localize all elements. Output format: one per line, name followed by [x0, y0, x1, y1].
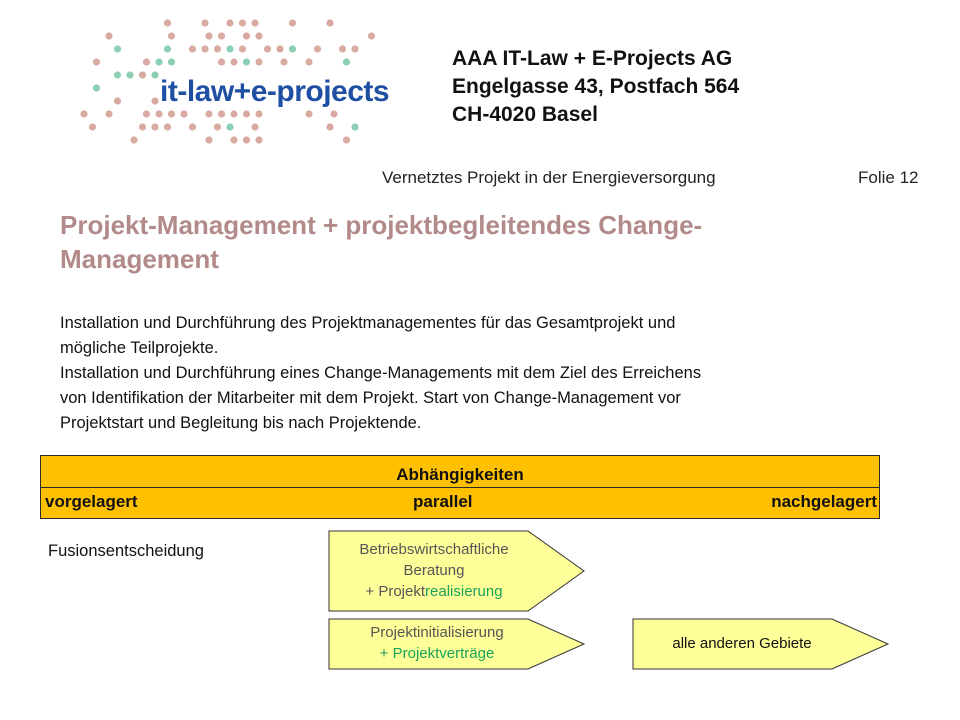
logo-dot	[230, 58, 237, 65]
logo-dot	[230, 110, 237, 117]
logo-dot	[189, 123, 196, 130]
arrow-projektinitialisierung-line1: Projektinitialisierung	[370, 624, 504, 641]
logo-dot	[226, 45, 233, 52]
logo-text: it-law+e-projects	[160, 75, 390, 108]
logo-dot	[151, 123, 158, 130]
logo-dot	[214, 123, 221, 130]
logo-dot	[343, 58, 350, 65]
body-line: von Identifikation der Mitarbeiter mit dem Projekt. Start von Change-Management vor	[60, 389, 681, 407]
logo-dot	[80, 110, 87, 117]
logo-dot	[255, 32, 262, 39]
logo-dot	[239, 45, 246, 52]
logo-dot	[114, 45, 121, 52]
logo-dot	[189, 45, 196, 52]
logo-dot	[201, 19, 208, 26]
body-line: Installation und Durchführung des Projektmanagementes für das Gesamtprojekt und	[60, 314, 676, 332]
logo-dot	[164, 123, 171, 130]
logo-dot	[155, 58, 162, 65]
logo-dot	[180, 110, 187, 117]
arrow-beratung-line1: Betriebswirtschaftliche	[359, 541, 509, 558]
logo-dot	[330, 110, 337, 117]
logo-dot	[339, 45, 346, 52]
logo-dot	[105, 110, 112, 117]
logo-dot	[280, 58, 287, 65]
bar-label-vorgelagert: vorgelagert	[45, 492, 138, 511]
logo-dot	[218, 58, 225, 65]
logo-dot	[205, 32, 212, 39]
logo-dot	[205, 136, 212, 143]
arrow-beratung-line2: Beratung	[403, 562, 465, 579]
logo-dot	[105, 32, 112, 39]
logo-dot	[89, 123, 96, 130]
logo-dot	[143, 110, 150, 117]
logo-dot	[226, 123, 233, 130]
logo-dot	[255, 110, 262, 117]
body-line: Installation und Durchführung eines Change-Managements mit dem Ziel des Erreichens	[60, 364, 702, 382]
logo-dot	[143, 58, 150, 65]
logo-dot	[218, 110, 225, 117]
logo-dot	[93, 58, 100, 65]
logo-dot	[251, 123, 258, 130]
logo-dot	[276, 45, 283, 52]
slide-subtitle: Vernetztes Projekt in der Energieversorgung	[382, 168, 716, 187]
body-line: Projektstart und Begleitung bis nach Projektende.	[60, 414, 422, 432]
slide-number: Folie 12	[858, 168, 919, 187]
company-address	[452, 45, 739, 129]
dependency-bar	[40, 455, 880, 519]
logo-dot	[326, 123, 333, 130]
logo-dot	[168, 58, 175, 65]
logo-dot	[205, 110, 212, 117]
logo-dot	[151, 71, 158, 78]
logo-dot	[305, 58, 312, 65]
logo-dot	[155, 110, 162, 117]
logo-dot	[126, 71, 133, 78]
logo-dot	[243, 110, 250, 117]
arrow-projektinitialisierung-line2: + Projektverträge	[379, 645, 495, 662]
logo-dot	[226, 19, 233, 26]
logo-dot	[230, 136, 237, 143]
fusion-label: Fusionsentscheidung	[48, 542, 204, 560]
logo-dot	[264, 45, 271, 52]
arrow-beratung	[328, 530, 586, 612]
slide-body	[60, 311, 910, 436]
arrow-andere-gebiete-text: alle anderen Gebiete	[672, 635, 812, 652]
logo-dot	[93, 84, 100, 91]
logo-dot	[243, 32, 250, 39]
logo-dot	[251, 19, 258, 26]
logo-dot	[289, 19, 296, 26]
slide-title-line1: Projekt-Management + projektbegleitendes Change-	[60, 210, 703, 240]
logo-dot	[243, 136, 250, 143]
company-street: Engelgasse 43, Postfach 564	[452, 75, 740, 98]
bar-divider	[41, 487, 879, 488]
logo-dot	[139, 71, 146, 78]
slide-title	[60, 208, 860, 276]
logo-dot	[289, 45, 296, 52]
logo-dot	[218, 32, 225, 39]
logo-dot	[168, 32, 175, 39]
logo-dot	[201, 45, 208, 52]
logo-dot	[351, 123, 358, 130]
company-city: CH-4020 Basel	[452, 103, 598, 126]
logo-dot	[114, 71, 121, 78]
logo-dot	[314, 45, 321, 52]
arrow-andere-gebiete	[632, 618, 890, 670]
slide-title-line2: Management	[60, 244, 219, 274]
company-name: AAA IT-Law + E-Projects AG	[452, 47, 733, 70]
logo-dot	[139, 123, 146, 130]
bar-heading: Abhängigkeiten	[396, 465, 524, 484]
logo-dot	[239, 19, 246, 26]
logo-dot	[243, 58, 250, 65]
arrow-beratung-suffix: realisierung	[425, 583, 503, 600]
body-line: mögliche Teilprojekte.	[60, 339, 219, 357]
arrow-beratung-text	[328, 539, 540, 602]
arrow-projektinitialisierung	[328, 618, 586, 670]
logo-dot	[326, 19, 333, 26]
arrow-projektinitialisierung-text	[328, 622, 546, 664]
company-logo	[70, 15, 390, 155]
logo-dot	[151, 97, 158, 104]
logo-dot	[255, 136, 262, 143]
bar-label-parallel: parallel	[413, 492, 473, 511]
logo-dot	[130, 136, 137, 143]
bar-label-nachgelagert: nachgelagert	[771, 492, 877, 511]
logo-dot	[351, 45, 358, 52]
logo-dot	[214, 45, 221, 52]
arrow-beratung-prefix: + Projekt	[365, 583, 426, 600]
logo-dot	[114, 97, 121, 104]
logo-dot	[343, 136, 350, 143]
logo-dot	[164, 45, 171, 52]
logo-dot	[305, 110, 312, 117]
logo-dot	[368, 32, 375, 39]
logo-dot	[164, 19, 171, 26]
arrow-beratung-line3	[328, 581, 540, 602]
logo-dot	[255, 58, 262, 65]
logo-dot	[168, 110, 175, 117]
